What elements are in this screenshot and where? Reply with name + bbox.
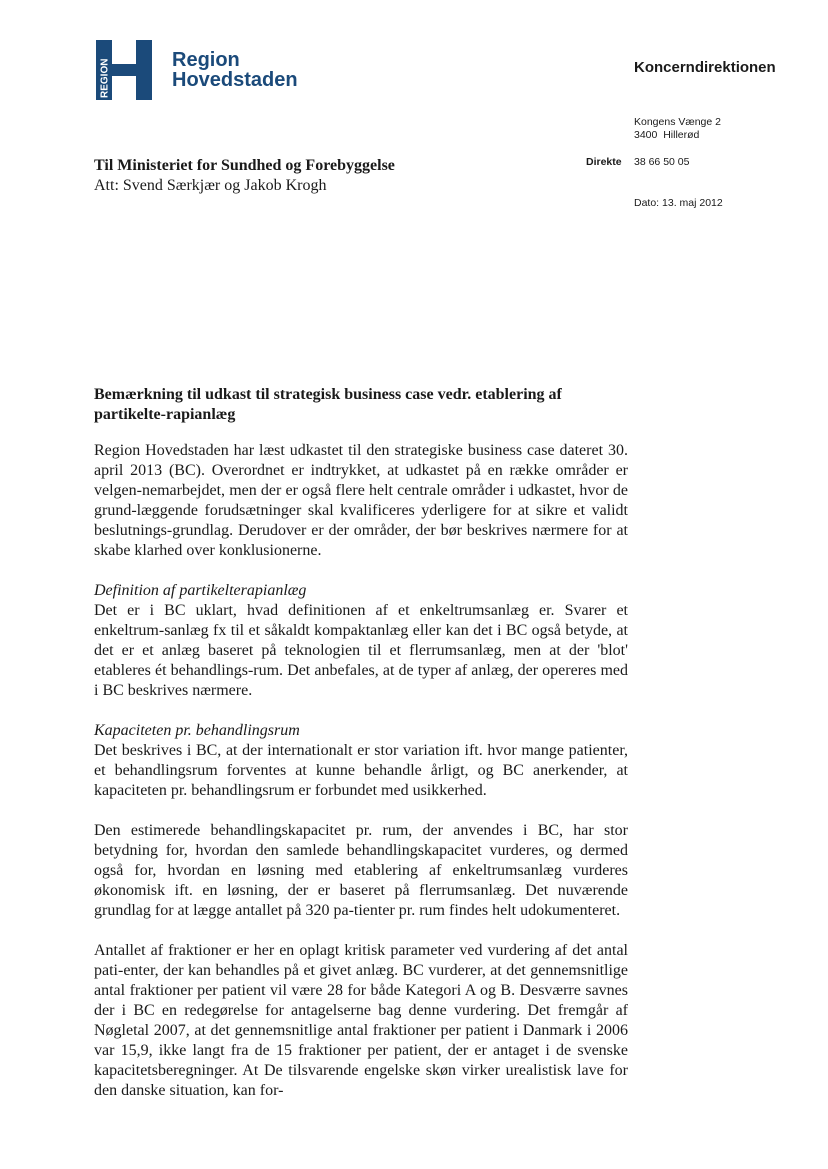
section-heading-capacity: Kapaciteten pr. behandlingsrum [94,722,300,739]
logo-line-1: Region [172,49,240,71]
region-hovedstaden-logo-icon [96,40,152,100]
address-line-2: 3400 Hillerød [634,129,700,141]
department-name: Koncerndirektionen [634,59,776,76]
recipient-att: Att: Svend Særkjær og Jakob Krogh [94,177,327,194]
letter-body [94,441,628,1121]
direct-phone-number: 38 66 50 05 [634,156,690,168]
letter-subject: Bemærkning til udkast til strategisk business case vedr. etablering af partikelte-rapianlæg [94,386,562,423]
recipient-to: Til Ministeriet for Sundhed og Forebyggelse [94,157,395,174]
direct-phone-label: Direkte [586,156,622,168]
sender-address [634,116,721,142]
logo-line-2: Hovedstaden [172,69,298,91]
section-definition [94,581,628,701]
recipient-block [94,156,395,196]
paragraph-definition: Det er i BC uklart, hvad definitionen af et enkeltrumsanlæg er. Svarer et enkeltrum-sanlæg fx til et såkaldt kompaktanlæg eller kan det i BC også betyde, at det er et anlæg baseret på teknologien til et flerrumsanlæg, men at der 'blot' etableres ét behandlings-rum. Det anbefales, at de typer af anlæg, der opereres med i BC beskrives nærmere. [94,602,628,699]
logo-wordmark [172,50,298,90]
paragraph-intro: Region Hovedstaden har læst udkastet til den strategiske business case dateret 30. april 2013 (BC). Overordnet er indtrykket, at udkastet på en række områder er velgen-nemarbejdet, men der er også flere helt centrale områder i udkastet, hvor de grund-læggende forudsætninger skal kvalificeres yderligere for at sikre et validt beslutnings-grundlag. Derudover er der områder, der bør beskrives nærmere for at skabe klarhed over konklusionerne. [94,442,628,559]
section-capacity [94,721,628,801]
paragraph-fractions: Antallet af fraktioner er her en oplagt kritisk parameter ved vurdering af det antal pati-enter, der kan behandles på et givet anlæg. BC vurderer, at det gennemsnitlige antal fraktioner per patient vil være 28 for både Kategori A og B. Desværre savnes der i BC en redegørelse for antagelserne bag denne vurdering. Det fremgår af Nøgletal 2007, at det gennemsnitlige antal fraktioner per patient i Danmark i 2006 var 15,9, ikke langt fra de 15 fraktioner per patient, der er antaget i de svenske kapacitetsberegninger. At De tilsvarende engelske skøn virker urealistisk lave for den danske situation, kan for- [94,942,628,1099]
paragraph-capacity: Det beskrives i BC, at der internationalt er stor variation ift. hvor mange patienter, et behandlingsrum forventes at kunne behandle årligt, og BC anerkender, at kapaciteten pr. behandlingsrum er forbundet med usikkerhed. [94,742,628,799]
section-heading-definition: Definition af partikelterapianlæg [94,582,307,599]
paragraph-treatment-capacity: Den estimerede behandlingskapacitet pr. rum, der anvendes i BC, har stor betydning for, hvordan den samlede behandlingskapacitet vurderes, og dermed også for, hvordan en løsning med etablering af enkeltrumsanlæg vurderes økonomisk ift. en løsning, der er baseret på flerrumsanlæg. Det nuværende grundlag for at lægge antallet på 320 pa-tienter pr. rum findes helt udokumenteret. [94,822,628,919]
letter-date: Dato: 13. maj 2012 [634,197,723,209]
address-line-1: Kongens Vænge 2 [634,116,721,128]
logo-vertical-text: REGION [99,58,111,98]
